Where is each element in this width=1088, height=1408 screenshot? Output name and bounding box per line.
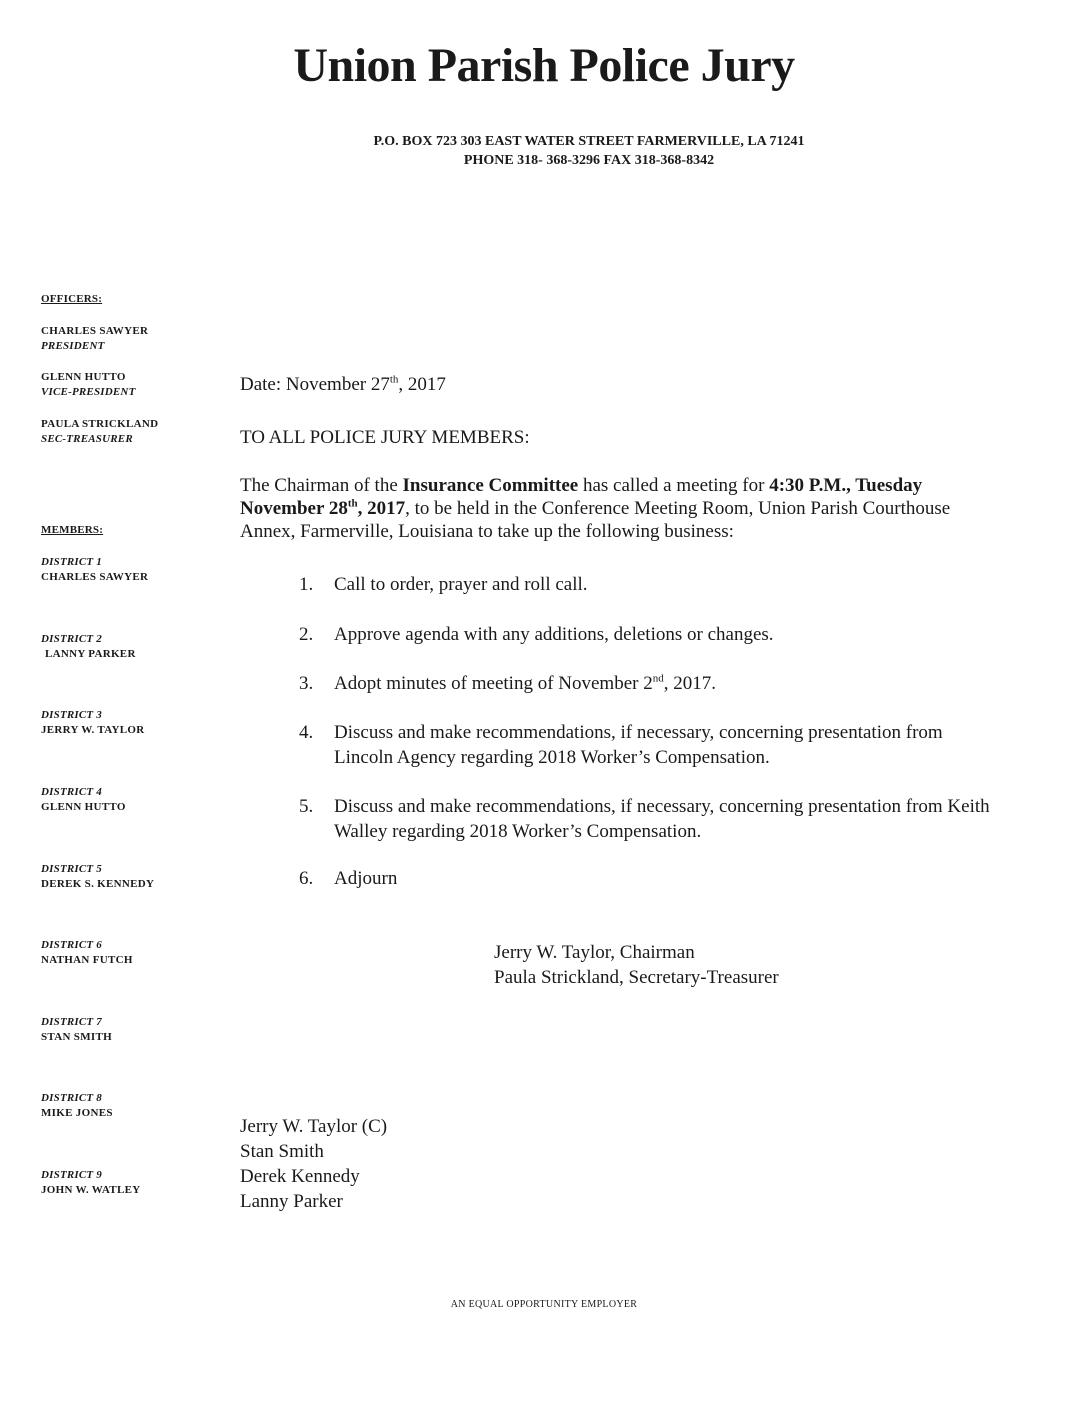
- officer-name: CHARLES SAWYER: [41, 325, 149, 337]
- agenda-number: 2.: [299, 624, 314, 645]
- district-member-name: JOHN W. WATLEY: [41, 1184, 141, 1196]
- officer-name: PAULA STRICKLAND: [41, 418, 159, 430]
- salutation: TO ALL POLICE JURY MEMBERS:: [240, 427, 530, 448]
- signature-chairman: Jerry W. Taylor, Chairman: [494, 942, 695, 963]
- letterhead-phone: PHONE 318- 368-3296 FAX 318-368-8342: [463, 153, 715, 168]
- committee-member: Jerry W. Taylor (C): [240, 1116, 388, 1137]
- agenda-number: 4.: [299, 722, 314, 743]
- district-member-name: MIKE JONES: [41, 1107, 113, 1119]
- members-heading: MEMBERS:: [41, 524, 104, 536]
- committee-member: Derek Kennedy: [240, 1166, 360, 1187]
- district-label: DISTRICT 2: [41, 633, 102, 645]
- district-member-name: DEREK S. KENNEDY: [41, 878, 155, 890]
- district-label: DISTRICT 8: [41, 1092, 102, 1104]
- letterhead-title: Union Parish Police Jury: [293, 39, 795, 92]
- agenda-item: Adopt minutes of meeting of November 2nd, 2017.: [334, 672, 716, 694]
- meeting-time: 4:30 P.M., Tuesday November 28: [240, 475, 923, 519]
- committee-member: Lanny Parker: [240, 1191, 343, 1212]
- agenda-item: Call to order, prayer and roll call.: [334, 574, 588, 595]
- officer-role: PRESIDENT: [41, 340, 105, 352]
- committee-member: Stan Smith: [240, 1141, 324, 1162]
- agenda-item: Approve agenda with any additions, deletions or changes.: [334, 624, 774, 645]
- district-label: DISTRICT 1: [41, 556, 102, 568]
- district-member-name: STAN SMITH: [41, 1031, 112, 1043]
- officer-role: VICE-PRESIDENT: [41, 386, 136, 398]
- agenda-number: 6.: [299, 868, 314, 889]
- signature-secretary: Paula Strickland, Secretary-Treasurer: [494, 967, 779, 988]
- committee-name: Insurance Committee: [402, 475, 579, 496]
- district-member-name: GLENN HUTTO: [41, 801, 126, 813]
- district-label: DISTRICT 5: [41, 863, 102, 875]
- agenda-number: 5.: [299, 796, 314, 817]
- footer-employer-notice: AN EQUAL OPPORTUNITY EMPLOYER: [450, 1299, 638, 1310]
- district-member-name: CHARLES SAWYER: [41, 571, 149, 583]
- officers-heading: OFFICERS:: [41, 293, 103, 305]
- meeting-paragraph: The Chairman of the Insurance Committee has called a meeting for 4:30 P.M., Tuesday November 28th, 2017, to be held in the Conference Meeting Room, Union Parish Courthouse Annex, Farmerville, Louisiana to take up the following business:: [240, 475, 951, 542]
- agenda-item: Discuss and make recommendations, if necessary, concerning presentation from Lincoln Agency regarding 2018 Worker’s Compensation.: [334, 722, 943, 768]
- agenda-item: Discuss and make recommendations, if necessary, concerning presentation from Keith Walley regarding 2018 Worker’s Compensation.: [334, 796, 990, 842]
- district-member-name: LANNY PARKER: [45, 648, 136, 660]
- officer-name: GLENN HUTTO: [41, 371, 126, 383]
- district-label: DISTRICT 3: [41, 709, 102, 721]
- agenda-item: Adjourn: [334, 868, 398, 889]
- officer-role: SEC-TREASURER: [41, 433, 133, 445]
- letterhead-address: P.O. BOX 723 303 EAST WATER STREET FARMERVILLE, LA 71241: [373, 134, 805, 149]
- letter-date: Date: November 27th, 2017: [240, 373, 446, 395]
- district-label: DISTRICT 9: [41, 1169, 102, 1181]
- district-label: DISTRICT 7: [41, 1016, 102, 1028]
- agenda-number: 1.: [299, 574, 314, 595]
- district-label: DISTRICT 4: [41, 786, 102, 798]
- agenda-number: 3.: [299, 673, 314, 694]
- district-member-name: JERRY W. TAYLOR: [41, 724, 145, 736]
- district-label: DISTRICT 6: [41, 939, 102, 951]
- district-member-name: NATHAN FUTCH: [41, 954, 133, 966]
